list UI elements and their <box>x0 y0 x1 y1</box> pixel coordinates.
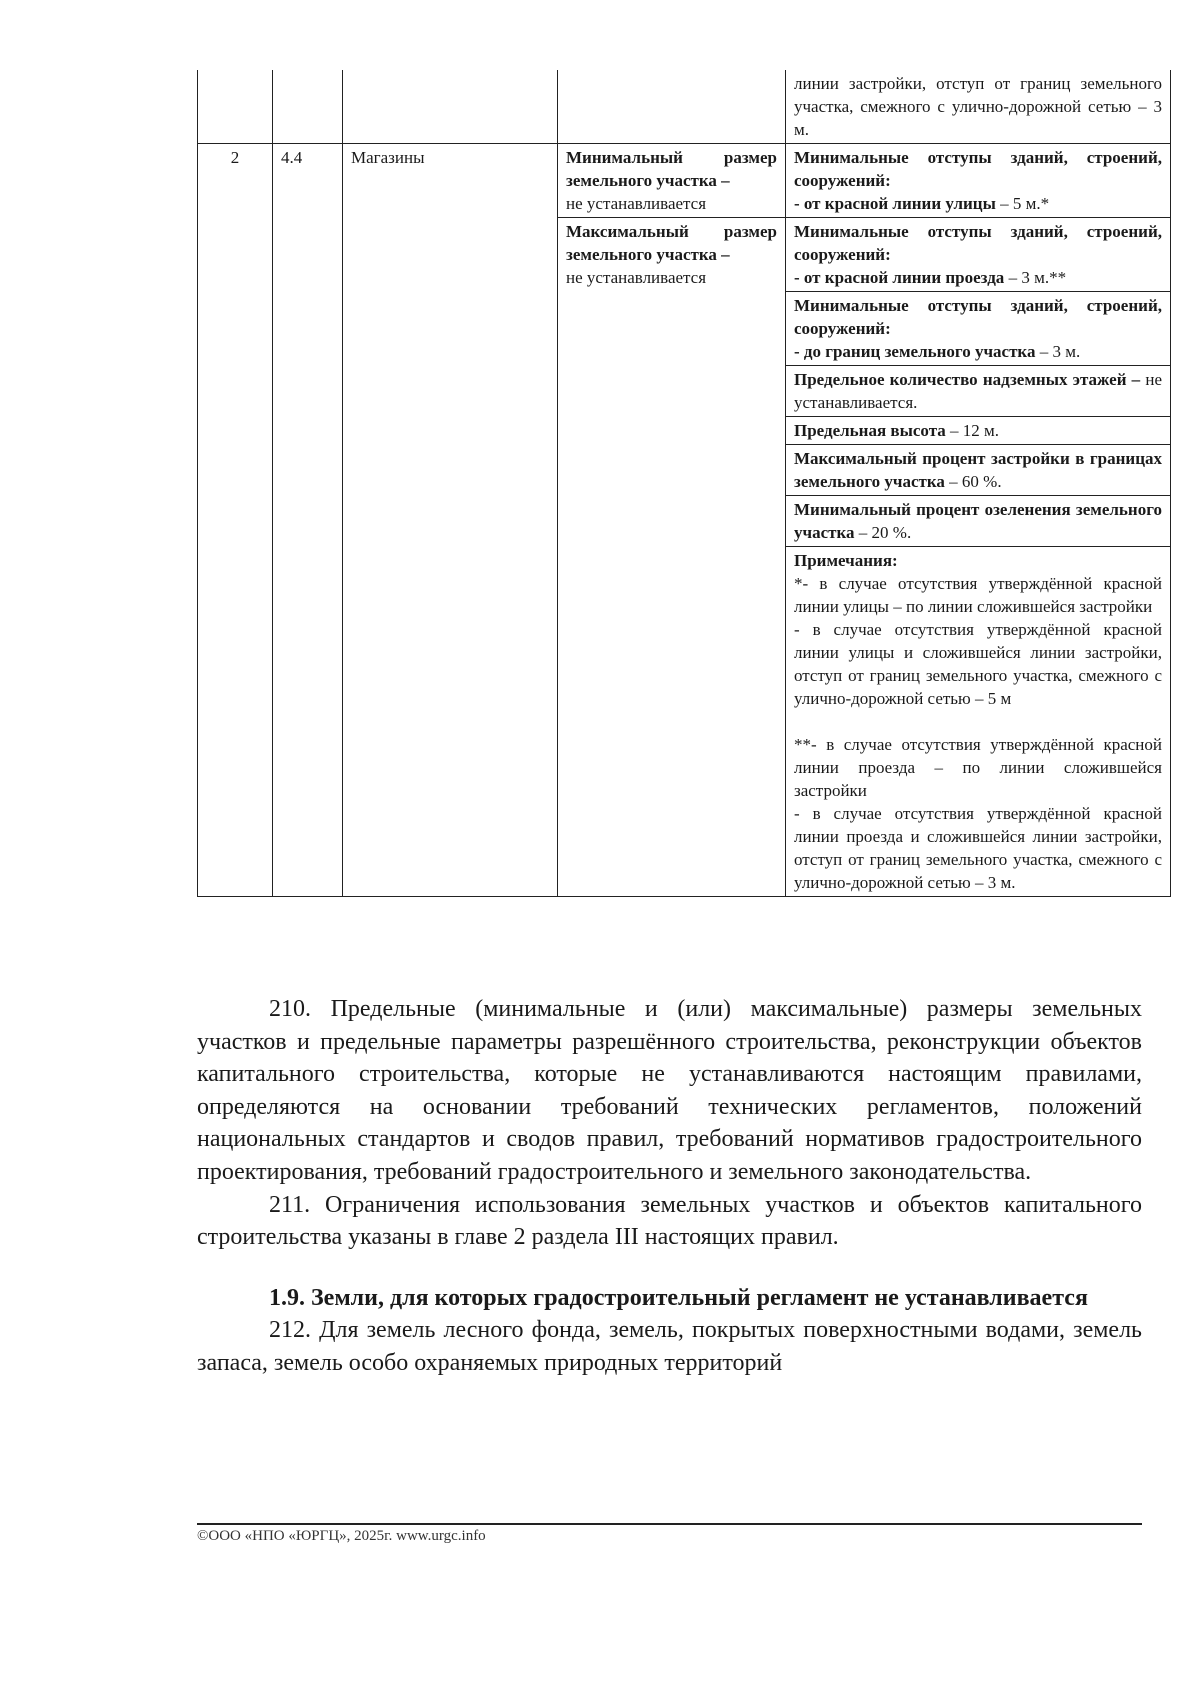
footer-copyright: ©ООО «НПО «ЮРГЦ», 2025г. www.urgc.info <box>197 1528 486 1544</box>
footer-divider <box>197 1523 1142 1525</box>
body-text <box>197 993 1142 1380</box>
note-4: - в случае отсутствия утверждённой красной линии проезда и сложившейся линии застройки, отступ от границ земельного участка, смежного с улично-дорожной сетью – 3 м. <box>794 804 1162 892</box>
table-row <box>198 144 1171 218</box>
param-floors: Предельное количество надземных этажей – не устанавливается. <box>786 366 1171 417</box>
param-greening: Минимальный процент озеленения земельного участка – 20 %. <box>786 496 1171 547</box>
paragraph-210: 210. Предельные (минимальные и (или) максимальные) размеры земельных участков и предельные параметры разрешённого строительства, реконструкции объектов капитального строительства, которые не устанавливаются настоящим правилами, определяются на основании требований технических регламентов, положений национальных стандартов и сводов правил, требований нормативов градостроительного проектирования, требований градостроительного и земельного законодательства. <box>197 996 1142 1185</box>
max-size-label: Максимальный размер земельного участка – <box>566 222 777 264</box>
notes-title: Примечания: <box>794 551 898 570</box>
param-height: Предельная высота – 12 м. <box>786 417 1171 445</box>
min-size-value: не устанавливается <box>566 194 707 213</box>
min-size-label: Минимальный размер земельного участка – <box>566 148 777 190</box>
continued-cell: линии застройки, отступ от границ земельного участка, смежного с улично-дорожной сетью – 3 м. <box>786 70 1171 144</box>
max-size-cell <box>558 218 786 897</box>
paragraph-212: 212. Для земель лесного фонда, земель, покрытых поверхностными водами, земель запаса, земель особо охраняемых природных территорий <box>197 1317 1142 1376</box>
param-setback-passage: Минимальные отступы зданий, строений, сооружений: - от красной линии проезда – 3 м.** <box>786 218 1171 292</box>
note-2: - в случае отсутствия утверждённой красной линии улицы и сложившейся линии застройки, отступ от границ земельного участка, смежного с улично-дорожной сетью – 5 м <box>794 620 1162 708</box>
section-heading: 1.9. Земли, для которых градостроительный регламент не устанавливается <box>269 1284 1088 1311</box>
row-name: Магазины <box>343 144 558 897</box>
regulations-table <box>197 70 1171 897</box>
table-row-continued <box>198 70 1171 144</box>
note-3: **- в случае отсутствия утверждённой красной линии проезда – по линии сложившейся застройки <box>794 735 1162 800</box>
note-1: *- в случае отсутствия утверждённой красной линии улицы – по линии сложившейся застройки <box>794 574 1162 616</box>
row-number: 2 <box>198 144 273 897</box>
param-setback-boundary: Минимальные отступы зданий, строений, сооружений: - до границ земельного участка – 3 м. <box>786 292 1171 366</box>
param-setback-street: Минимальные отступы зданий, строений, сооружений: - от красной линии улицы – 5 м.* <box>786 144 1171 218</box>
notes-cell <box>786 547 1171 897</box>
min-size-cell <box>558 144 786 218</box>
row-code: 4.4 <box>273 144 343 897</box>
param-coverage: Максимальный процент застройки в границах земельного участка – 60 %. <box>786 445 1171 496</box>
max-size-value: не устанавливается <box>566 268 707 287</box>
paragraph-211: 211. Ограничения использования земельных участков и объектов капитального строительства указаны в главе 2 раздела III настоящих правил. <box>197 1191 1142 1251</box>
